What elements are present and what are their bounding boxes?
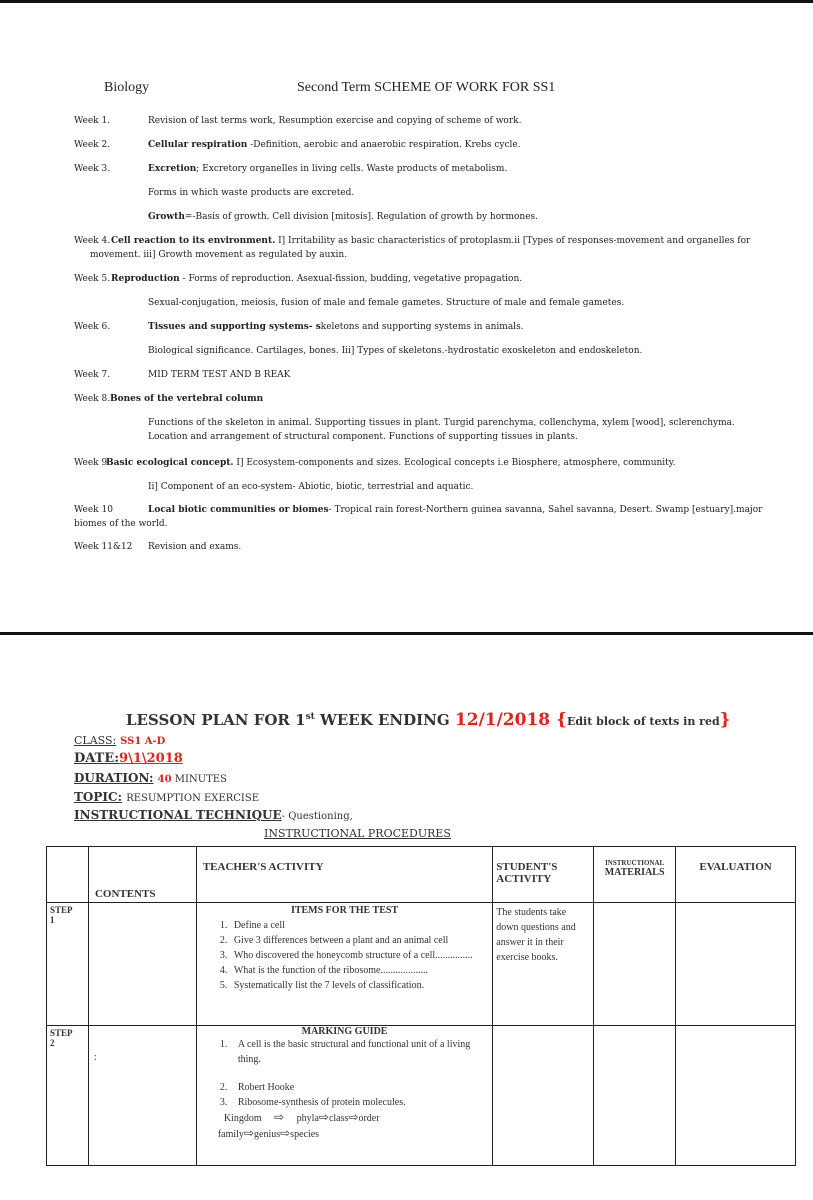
step2-teacher xyxy=(196,1026,492,1166)
step1-materials xyxy=(594,903,676,1026)
date-line xyxy=(74,751,183,766)
lesson-title-mid: WEEK ENDING xyxy=(314,711,455,729)
header-evaluation xyxy=(676,847,796,903)
scheme-title: Second Term SCHEME OF WORK FOR SS1 xyxy=(297,80,556,95)
class-value: SS1 A-D xyxy=(120,736,166,747)
week-topic xyxy=(106,458,676,468)
date-label: DATE: xyxy=(74,751,120,766)
week-topic-text: -Definition, aerobic and anaerobic respiration. Krebs cycle. xyxy=(247,140,521,150)
week-topic xyxy=(148,418,735,428)
topic-label: TOPIC: xyxy=(74,790,122,804)
lesson-note-brace-close: } xyxy=(719,710,731,730)
header-materials xyxy=(594,847,676,903)
week-topic-text: Ii] Component of an eco-system- Abiotic, biotic, terrestrial and aquatic. xyxy=(148,482,474,492)
duration-value: 40 xyxy=(157,774,172,785)
lesson-title-note: Edit block of texts in red xyxy=(566,715,720,728)
week-topic-text: keletons and supporting systems in animals. xyxy=(320,322,524,332)
week-label: Week 2. xyxy=(74,140,111,150)
procedures-heading: INSTRUCTIONAL PROCEDURES xyxy=(264,827,451,840)
week-topic-text: MID TERM TEST AND B REAK xyxy=(148,370,291,380)
week-topic xyxy=(148,370,290,380)
step1-label-2: 1 xyxy=(50,915,55,925)
lesson-title-sup: st xyxy=(305,712,315,722)
week-topic xyxy=(148,505,762,515)
procedures-table xyxy=(46,846,796,1166)
week-topic xyxy=(111,236,750,246)
week-topic-text: ; Excretory organelles in living cells. Waste products of metabolism. xyxy=(196,164,508,174)
header-student xyxy=(493,847,594,903)
topic-line xyxy=(74,790,259,804)
week-label: Week 8. xyxy=(74,394,111,404)
chain-class: class xyxy=(328,1113,349,1124)
step2-row xyxy=(47,1026,796,1166)
week-topic-title: Cell reaction to its environment. xyxy=(111,236,276,246)
week-topic xyxy=(148,212,538,222)
week-topic xyxy=(148,188,354,198)
arrow-right-icon: ⇨ xyxy=(274,1110,285,1124)
week-topic xyxy=(148,482,473,492)
week-topic-text: Functions of the skeleton in animal. Supporting tissues in plant. Turgid parenchyma, collenchyma, xylem [wood], sclerenchyma. xyxy=(148,418,735,428)
header-materials-label-2: MATERIALS xyxy=(604,867,665,878)
arrow-right-icon: ⇨ xyxy=(280,1126,291,1140)
test-item: 2. Give 3 differences between a plant and an animal cell xyxy=(230,933,489,948)
header-materials-label-1: INSTRUCTIONAL xyxy=(605,859,665,867)
chain-phyla: phyla xyxy=(296,1113,319,1124)
step1-item-list xyxy=(200,918,489,993)
technique-line xyxy=(74,808,353,822)
week-topic-title: Basic ecological concept. xyxy=(106,458,234,468)
week-topic xyxy=(148,542,241,552)
step2-item-2-text: Robert Hooke xyxy=(237,1082,295,1093)
duration-line xyxy=(74,771,227,785)
classification-chain-line-2 xyxy=(218,1126,489,1142)
step1-contents xyxy=(88,903,196,1026)
week-topic xyxy=(148,140,521,150)
week-topic xyxy=(111,274,522,284)
step2-item-3: 3. Ribosome-synthesis of protein molecules. xyxy=(219,1097,406,1108)
class-label: CLASS: xyxy=(74,734,117,747)
week-topic xyxy=(148,164,507,174)
week-topic-title: Cellular respiration xyxy=(148,140,248,150)
week-topic-continued: biomes of the world. xyxy=(74,519,168,529)
week-topic-text: - Tropical rain forest-Northern guinea savanna, Sahel savanna, Desert. Swamp [estuary].major xyxy=(328,505,763,515)
week-topic-title: Bones of the vertebral column xyxy=(110,394,264,404)
week-topic xyxy=(148,116,521,126)
step2-heading: MARKING GUIDE xyxy=(301,1026,388,1037)
technique-value: - Questioning, xyxy=(281,811,353,822)
class-line xyxy=(74,734,165,747)
week-topic-text: Revision and exams. xyxy=(148,542,242,552)
step2-item-2: 2. Robert Hooke xyxy=(219,1082,295,1093)
week-topic-continued: movement. iii] Growth movement as regulated by auxin. xyxy=(90,250,348,260)
week-topic-title: Local biotic communities or biomes xyxy=(148,505,329,515)
step2-item-3-text: Ribosome-synthesis of protein molecules. xyxy=(237,1097,406,1108)
test-item: 3. Who discovered the honeycomb structure of a cell............... xyxy=(230,948,489,963)
step1-student-text: The students take down questions and answer it in their exercise books. xyxy=(496,907,576,963)
header-student-label-1: STUDENT'S xyxy=(496,861,558,873)
step1-heading: ITEMS FOR THE TEST xyxy=(290,905,399,916)
top-page-border xyxy=(0,0,813,3)
header-step-cell xyxy=(47,847,89,903)
arrow-right-icon: ⇨ xyxy=(318,1110,329,1124)
header-teacher xyxy=(196,847,492,903)
test-item: 5. Systematically list the 7 levels of classification. xyxy=(230,978,489,993)
week-topic xyxy=(148,298,624,308)
step1-row xyxy=(47,903,796,1026)
chain-species: species xyxy=(290,1129,320,1140)
week-topic-continued: Location and arrangement of structural component. Functions of supporting tissues in plants. xyxy=(148,432,578,442)
week-topic xyxy=(110,394,263,404)
step2-label-1: STEP xyxy=(50,1028,73,1038)
header-contents-label: CONTENTS xyxy=(94,888,156,900)
week-label: Week 6. xyxy=(74,322,111,332)
week-topic xyxy=(148,322,524,332)
step1-label xyxy=(47,903,89,1026)
chain-order: order xyxy=(358,1113,380,1124)
week-label: Week 3. xyxy=(74,164,111,174)
scheme-subject: Biology xyxy=(104,80,150,95)
date-value: 9\1\2018 xyxy=(119,751,183,766)
week-topic-text: Biological significance. Cartilages, bones. Iii] Types of skeletons.-hydrostatic exoskeleton and endoskeleton. xyxy=(148,346,643,356)
header-teacher-label: TEACHER'S ACTIVITY xyxy=(202,861,324,873)
chain-family: family xyxy=(217,1129,244,1140)
duration-label: DURATION: xyxy=(74,771,154,785)
week-topic-text: I] Ecosystem-components and sizes. Ecological concepts i.e Biosphere, atmosphere, community. xyxy=(233,458,676,468)
header-contents xyxy=(88,847,196,903)
step2-item-1-text: A cell is the basic structural and functional unit of a living thing. xyxy=(237,1039,471,1065)
week-label: Week 7. xyxy=(74,370,111,380)
step2-contents-mark: : xyxy=(93,1052,97,1063)
week-topic-text: Forms in which waste products are excreted. xyxy=(148,188,355,198)
classification-chain-line-1 xyxy=(220,1110,489,1126)
test-item: 4. What is the function of the ribosome................... xyxy=(230,963,489,978)
page-divider xyxy=(0,632,813,635)
header-evaluation-label: EVALUATION xyxy=(699,861,772,873)
step2-evaluation xyxy=(676,1026,796,1166)
week-topic xyxy=(148,346,642,356)
test-item: 1. Define a cell xyxy=(230,918,489,933)
technique-label: INSTRUCTIONAL TECHNIQUE xyxy=(74,808,282,822)
week-label: Week 10 xyxy=(74,505,113,515)
step2-student xyxy=(493,1026,594,1166)
step2-item-1: 1. A cell is the basic structural and functional unit of a living thing. xyxy=(220,1037,489,1067)
week-label: Week 5. xyxy=(74,274,111,284)
arrow-right-icon: ⇨ xyxy=(243,1126,254,1140)
week-label: Week 11&12 xyxy=(74,542,133,552)
step1-student xyxy=(493,903,594,1026)
lesson-note-brace-open: { xyxy=(550,710,567,730)
step1-teacher xyxy=(196,903,492,1026)
week-topic-text: =-Basis of growth. Cell division [mitosis]. Regulation of growth by hormones. xyxy=(184,212,538,222)
step2-label xyxy=(47,1026,89,1166)
week-topic-title: Growth xyxy=(148,212,185,222)
week-label: Week 4. xyxy=(74,236,111,246)
duration-unit: MINUTES xyxy=(171,774,227,785)
topic-value: RESUMPTION EXERCISE xyxy=(126,793,260,804)
chain-genius: genius xyxy=(254,1129,281,1140)
week-label: Week 1. xyxy=(74,116,111,126)
header-student-label-2: ACTIVITY xyxy=(496,873,552,885)
step2-list xyxy=(200,1037,489,1142)
step1-evaluation xyxy=(676,903,796,1026)
lesson-week-ending-date: 12/1/2018 xyxy=(454,710,551,730)
week-topic-title: Excretion xyxy=(148,164,197,174)
lesson-title-prefix: LESSON PLAN FOR 1 xyxy=(126,711,306,729)
step1-label-1: STEP xyxy=(50,905,73,915)
week-topic-title: Reproduction xyxy=(111,274,180,284)
lesson-title xyxy=(126,710,731,730)
week-topic-text: Revision of last terms work, Resumption exercise and copying of scheme of work. xyxy=(148,116,522,126)
step2-materials xyxy=(594,1026,676,1166)
week-topic-title: Tissues and supporting systems- s xyxy=(148,322,321,332)
table-header-row xyxy=(47,847,796,903)
step2-contents xyxy=(88,1026,196,1166)
week-topic-text: Sexual-conjugation, meiosis, fusion of male and female gametes. Structure of male and female gametes. xyxy=(148,298,625,308)
week-topic-text: I] Irritability as basic characteristics of protoplasm.ii [Types of responses-movement and organelles for xyxy=(275,236,751,246)
week-label: Week 9 xyxy=(74,458,108,468)
step2-label-2: 2 xyxy=(50,1038,55,1048)
arrow-right-icon: ⇨ xyxy=(348,1110,359,1124)
week-topic-text: - Forms of reproduction. Asexual-fission, budding, vegetative propagation. xyxy=(179,274,523,284)
chain-kingdom: Kingdom xyxy=(223,1113,262,1124)
